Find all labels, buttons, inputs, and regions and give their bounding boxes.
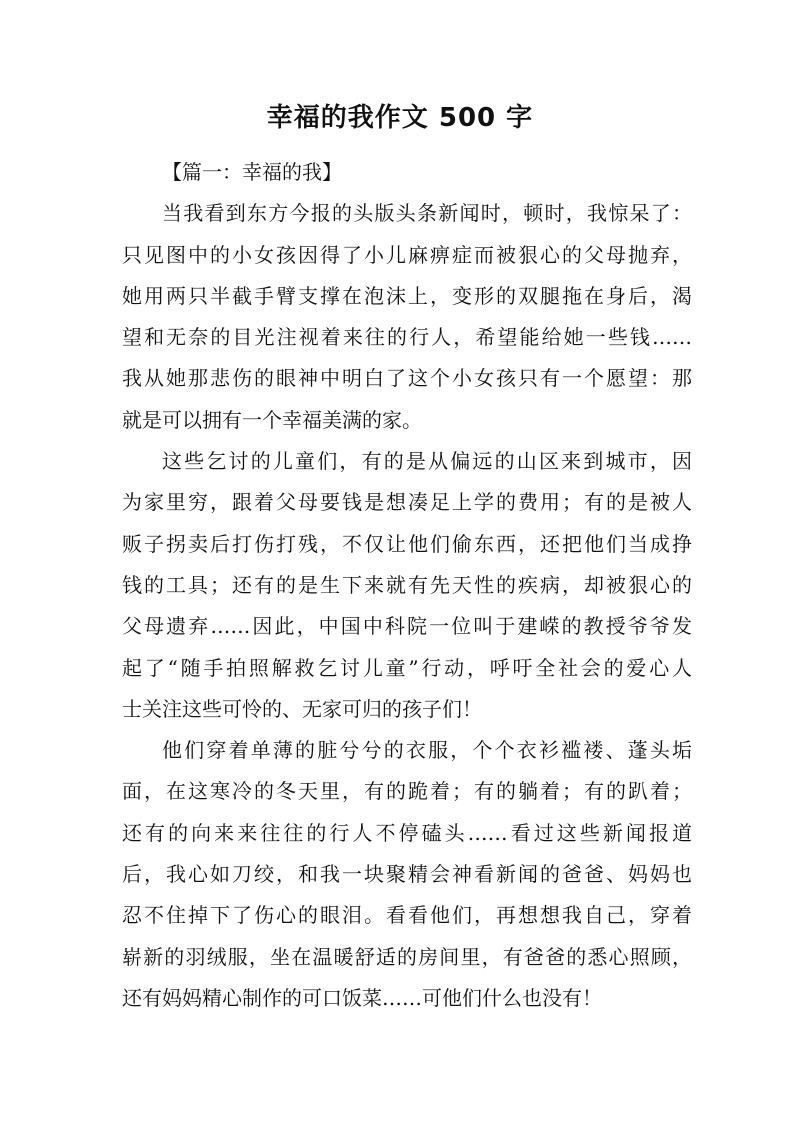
paragraph-3-line-6: 崭新的羽绒服，坐在温暖舒适的房间里，有爸爸的悉心照顾， (122, 944, 692, 969)
paragraph-2-line-2: 为家里穷，跟着父母要钱是想凑足上学的费用；有的是被人 (122, 490, 692, 515)
section-heading: 【篇一：幸福的我】 (162, 160, 342, 184)
paragraph-3-line-4: 后，我心如刀绞，和我一块聚精会神看新闻的爸爸、妈妈也 (122, 862, 692, 887)
paragraph-3-line-7: 还有妈妈精心制作的可口饭菜……可他们什么也没有！ (122, 985, 602, 1010)
paragraph-1-line-4: 望和无奈的目光注视着来往的行人，希望能给她一些钱…… (122, 325, 692, 350)
paragraph-1-line-1: 当我看到东方今报的头版头条新闻时，顿时，我惊呆了： (162, 201, 692, 226)
document-body (122, 152, 692, 1019)
paragraph-2-line-4: 钱的工具；还有的是生下来就有先天性的疾病，却被狠心的 (122, 572, 692, 597)
paragraph-1-line-5: 我从她那悲伤的眼神中明白了这个小女孩只有一个愿望：那 (122, 366, 692, 391)
paragraph-1-line-3: 她用两只半截手臂支撑在泡沫上，变形的双腿拖在身后，渴 (122, 283, 692, 308)
paragraph-2-line-3: 贩子拐卖后打伤打残，不仅让他们偷东西，还把他们当成挣 (122, 531, 692, 556)
paragraph-2-line-6: 起了“随手拍照解救乞讨儿童”行动，呼吁全社会的爱心人 (122, 655, 692, 680)
paragraph-2-line-1: 这些乞讨的儿童们，有的是从偏远的山区来到城市，因 (162, 449, 692, 474)
document-title: 幸福的我作文 500 字 (266, 103, 534, 133)
paragraph-2-line-7: 士关注这些可怜的、无家可归的孩子们！ (122, 696, 482, 721)
paragraph-3-line-3: 还有的向来来往往的行人不停磕头……看过这些新闻报道 (122, 820, 692, 845)
paragraph-2-line-5: 父母遗弃……因此，中国中科院一位叫于建嵘的教授爷爷发 (122, 614, 692, 639)
paragraph-3-line-1: 他们穿着单薄的脏兮兮的衣服，个个衣衫褴褛、蓬头垢 (162, 738, 692, 763)
paragraph-3-line-2: 面，在这寒冷的冬天里，有的跪着；有的躺着；有的趴着； (122, 779, 692, 804)
paragraph-3-line-5: 忍不住掉下了伤心的眼泪。看看他们，再想想我自己，穿着 (122, 903, 692, 928)
paragraph-1-line-6: 就是可以拥有一个幸福美满的家。 (122, 407, 422, 432)
paragraph-1-line-2: 只见图中的小女孩因得了小儿麻痹症而被狠心的父母抛弃， (122, 242, 692, 267)
